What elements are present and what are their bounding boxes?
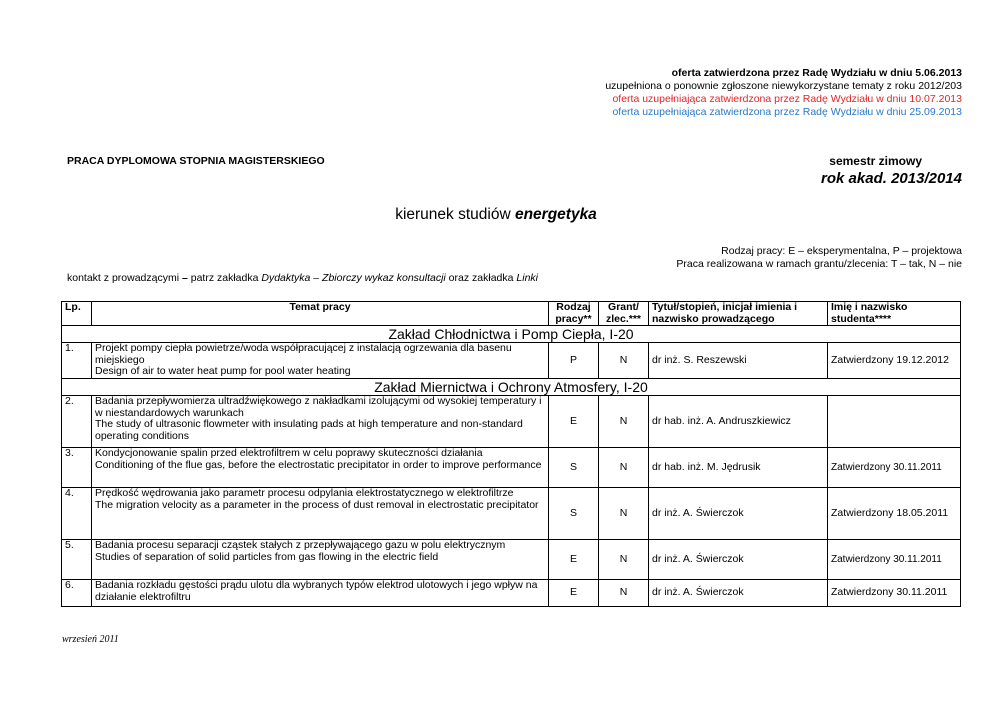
supplement-line: uzupełniona o ponownie zgłoszone niewykorzystane tematy z roku 2012/203 [605,80,962,92]
row-type: E [549,539,599,579]
table-row [62,343,961,379]
work-type-legend [676,245,962,271]
topic-pl: Badania procesu separacji cząstek stałych z przepływającego gazu w polu elektrycznym [95,538,506,551]
header-lp: Lp. [62,302,92,326]
department-row [62,378,961,395]
row-topic [92,447,549,487]
supplement-approval-blue: oferta uzupełniająca zatwierdzona przez Radę Wydziału w dniu 25.09.2013 [612,106,962,118]
direction-name: energetyka [514,206,597,223]
contact-text: kontakt z prowadzącymi [67,272,182,284]
row-supervisor: dr inż. S. Reszewski [649,343,828,379]
topic-en: The study of ultrasonic flowmeter with insulating pads at high temperature and non-standard operating conditions [95,418,523,442]
row-lp: 2. [62,395,92,447]
row-supervisor: dr hab. inż. A. Andruszkiewicz [649,395,828,447]
row-grant: N [599,395,649,447]
row-student: Zatwierdzony 30.11.2011 [828,539,961,579]
topic-pl: Prędkość wędrowania jako parametr procesu odpylania elektrostatycznego w elektrofiltrze [95,486,514,499]
table-row [62,579,961,606]
topic-pl: Badania przepływomierza ultradźwiękowego z nakładkami izolującymi od wysokiej temperatury i w niestandardowych warunkach [95,394,542,419]
row-supervisor: dr inż. A. Świerczok [649,579,828,606]
row-student: Zatwierdzony 30.11.2011 [828,579,961,606]
row-student: Zatwierdzony 30.11.2011 [828,447,961,487]
header-student: Imię i nazwisko studenta**** [828,302,961,326]
topic-pl: Kondycjonowanie spalin przed elektrofiltrem w celu poprawy skuteczności działania [95,446,483,459]
department-row [62,326,961,343]
row-grant: N [599,487,649,539]
row-type: E [549,395,599,447]
row-student: Zatwierdzony 18.05.2011 [828,487,961,539]
contact-text: patrz zakładka [187,272,262,284]
topic-en: The migration velocity as a parameter in the process of dust removal in electrostatic precipitator [95,498,539,511]
table-row [62,539,961,579]
topic-en: Design of air to water heat pump for pool water heating [95,365,351,378]
direction-prefix: kierunek studiów [395,206,515,223]
table-row [62,395,961,447]
department-name: Zakład Chłodnictwa i Pomp Ciepła, I-20 [62,326,961,343]
semester: semestr zimowy [829,154,922,168]
topic-pl: Badania rozkładu gęstości prądu ulotu dla wybranych typów elektrod ulotowych i jego wpływ na działanie elektrofiltru [95,578,538,603]
consultation-tab-ref: Dydaktyka – Zbiorczy wykaz konsultacji [261,272,446,284]
header-type: Rodzaj pracy** [549,302,599,326]
header-supervisor: Tytuł/stopień, inicjał imienia i nazwisko prowadzącego [649,302,828,326]
row-lp: 3. [62,447,92,487]
header-topic: Temat pracy [92,302,549,326]
row-grant: N [599,579,649,606]
legend-line: Rodzaj pracy: E – eksperymentalna, P – projektowa [721,245,962,257]
row-type: P [549,343,599,379]
row-grant: N [599,343,649,379]
supplement-approval-red: oferta uzupełniająca zatwierdzona przez Radę Wydziału w dniu 10.07.2013 [612,93,962,105]
row-topic [92,395,549,447]
row-supervisor: dr inż. A. Świerczok [649,487,828,539]
row-grant: N [599,447,649,487]
thesis-topics-table [61,301,961,607]
academic-year: rok akad. 2013/2014 [821,170,962,187]
topic-en: Studies of separation of solid particles from gas flowing in the electric field [95,550,439,563]
row-type: S [549,487,599,539]
footer-date: wrzesień 2011 [62,634,119,645]
direction-heading [0,206,992,224]
row-topic [92,487,549,539]
row-student: Zatwierdzony 19.12.2012 [828,343,961,379]
row-supervisor: dr inż. A. Świerczok [649,539,828,579]
contact-note [67,272,538,284]
topic-pl: Projekt pompy ciepła powietrze/woda współpracującej z instalacją ogrzewania dla basenu miejskiego [95,342,512,366]
row-student [828,395,961,447]
row-type: E [549,579,599,606]
contact-text: oraz zakładka [445,272,517,284]
links-tab-ref: Linki [516,272,538,284]
department-name: Zakład Miernictwa i Ochrony Atmosfery, I-20 [62,378,961,395]
header-grant: Grant/ zlec.*** [599,302,649,326]
row-supervisor: dr hab. inż. M. Jędrusik [649,447,828,487]
row-topic [92,539,549,579]
degree-title: PRACA DYPLOMOWA STOPNIA MAGISTERSKIEGO [67,155,325,167]
topic-en: Conditioning of the flue gas, before the electrostatic precipitator in order to improve performance [95,458,542,471]
row-topic [92,579,549,606]
table-row [62,487,961,539]
legend-line: Praca realizowana w ramach grantu/zlecenia: T – tak, N – nie [676,258,962,270]
row-lp: 6. [62,579,92,606]
contact-dash: – [181,272,188,284]
row-type: S [549,447,599,487]
row-topic [92,343,549,379]
row-grant: N [599,539,649,579]
table-header-row [62,302,961,326]
row-lp: 4. [62,487,92,539]
table-row [62,447,961,487]
approval-line: oferta zatwierdzona przez Radę Wydziału w dniu 5.06.2013 [671,67,962,79]
row-lp: 1. [62,343,92,379]
row-lp: 5. [62,539,92,579]
